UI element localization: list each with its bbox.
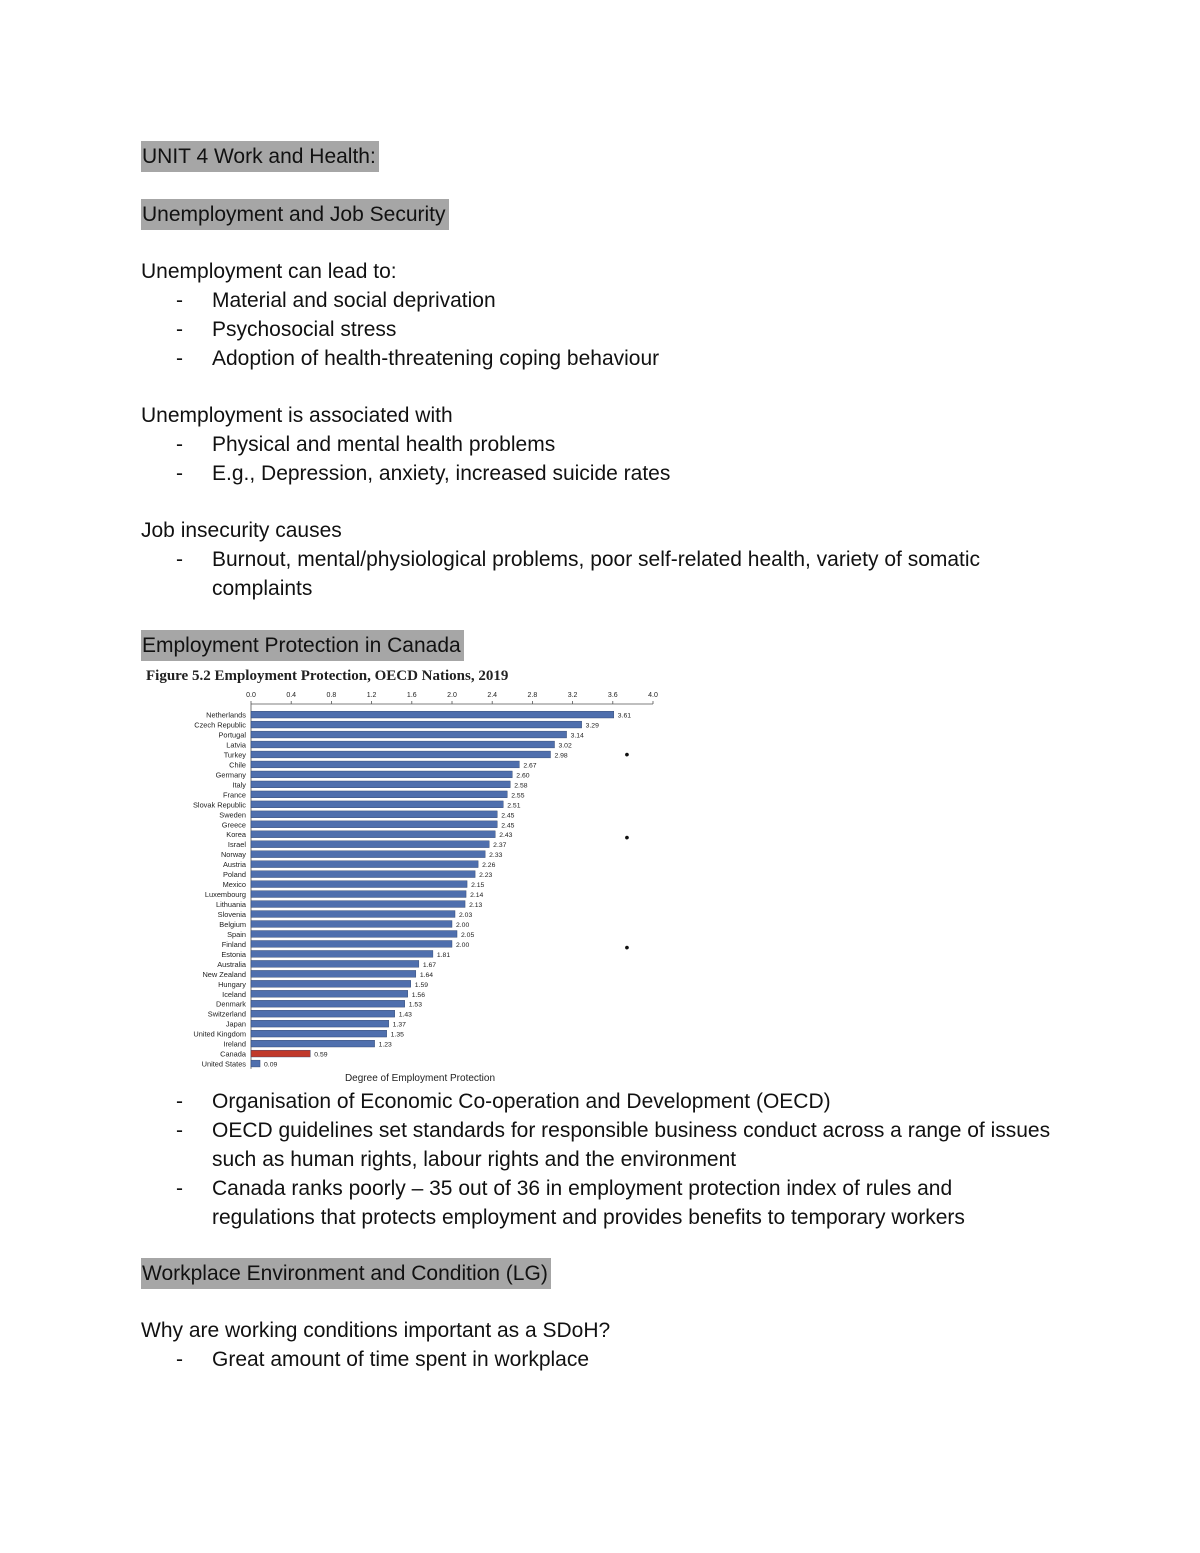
chart-category-label: Italy (232, 780, 246, 790)
chart-bar (251, 841, 489, 848)
chart-category-label: New Zealand (202, 969, 246, 979)
chart-category-label: United Kingdom (193, 1029, 246, 1039)
chart-value-label: 1.43 (398, 1011, 412, 1019)
chart-category-label: Czech Republic (194, 720, 246, 730)
chart-bar (251, 931, 457, 938)
chart-category-label: Latvia (226, 740, 246, 750)
chart-bar (251, 921, 452, 928)
list-item: - Canada ranks poorly – 35 out of 36 in employment protection index of rules and regulations that protects employment and provides benefits to temporary workers (176, 1174, 1056, 1232)
chart-category-label: Slovak Republic (193, 800, 246, 810)
list-item: - Great amount of time spent in workplace (176, 1345, 1076, 1374)
chart-tick-label: 3.6 (607, 692, 618, 699)
chart-category-label: Iceland (222, 989, 246, 999)
chart-category-label: Netherlands (206, 710, 246, 720)
chart-bar (251, 1030, 387, 1037)
section-heading-unemployment: Unemployment and Job Security (141, 199, 449, 230)
chart-value-label: 2.58 (514, 782, 528, 790)
chart-bar (251, 721, 582, 728)
dash-marker: - (176, 1348, 183, 1371)
chart-bullet-marks (625, 746, 630, 955)
dash-marker: - (176, 347, 183, 370)
chart-tick-label: 4.0 (648, 692, 658, 699)
chart-category-label: Slovenia (217, 910, 246, 919)
chart-category-label: Germany (215, 770, 246, 780)
chart-bar (251, 1020, 389, 1027)
chart-tick-label: 1.2 (366, 692, 377, 699)
chart-bar (251, 751, 550, 758)
chart-value-label: 2.45 (501, 822, 515, 830)
chart-value-label: 0.09 (264, 1061, 278, 1069)
chart-bar (251, 791, 507, 798)
list-item: - Physical and mental health problems (176, 430, 1076, 459)
chart-value-label: 1.37 (392, 1021, 406, 1029)
chart-value-label: 0.59 (314, 1051, 328, 1059)
list-item: - Burnout, mental/physiological problems, poor self-related health, variety of somatic complaints (176, 545, 1036, 603)
chart-category-label: Denmark (216, 999, 246, 1009)
chart-category-label: Norway (220, 850, 246, 860)
chart-value-label: 1.81 (436, 951, 451, 959)
chart-category-label: Belgium (219, 919, 246, 929)
chart-tick-label: 0.8 (326, 692, 337, 699)
chart-category-label: Japan (225, 1019, 246, 1029)
chart-bar (251, 781, 510, 788)
chart-category-label: Greece (221, 820, 246, 830)
chart-bar (251, 950, 433, 957)
chart-bar (251, 831, 495, 838)
chart-category-label: Spain (227, 929, 246, 939)
chart-value-label: 2.67 (523, 762, 537, 770)
chart-value-label: 3.61 (617, 712, 632, 720)
chart-bar (251, 801, 503, 808)
chart-category-label: Australia (217, 959, 246, 969)
chart-category-label: Portugal (218, 730, 246, 740)
chart-bar (251, 901, 465, 908)
bullet-mark: • (624, 939, 630, 955)
bullet-mark: • (624, 829, 630, 845)
chart-category-labels (193, 711, 247, 1069)
list-item: - Psychosocial stress (176, 315, 1076, 344)
chart-value-label: 2.13 (469, 902, 483, 910)
chart-category-label: Finland (221, 939, 246, 949)
chart-category-label: Estonia (221, 949, 246, 959)
chart-value-label: 2.98 (554, 752, 568, 760)
list-item: - E.g., Depression, anxiety, increased suicide rates (176, 459, 1076, 488)
chart-value-label: 1.53 (408, 1001, 422, 1009)
chart-value-label: 2.00 (456, 941, 470, 949)
section-heading-protection: Employment Protection in Canada (141, 630, 464, 661)
chart-bar (251, 980, 411, 987)
unit-title: UNIT 4 Work and Health: (141, 141, 379, 172)
chart-tick-label: 0.4 (286, 692, 297, 699)
chart-category-label: Austria (222, 860, 246, 870)
chart-value-label: 1.67 (422, 961, 437, 969)
workplace-intro: Why are working conditions important as a SDoH? (141, 1319, 611, 1342)
list-item: - OECD guidelines set standards for responsible business conduct across a range of issues such as human rights, labour rights and the environment (176, 1116, 1056, 1174)
dash-marker: - (176, 462, 183, 485)
lead-to-intro: Unemployment can lead to: (141, 260, 397, 283)
section-heading-workplace: Workplace Environment and Condition (LG) (141, 1258, 551, 1289)
chart-bar (251, 990, 408, 997)
chart-category-label: Korea (226, 830, 246, 840)
list-item: - Material and social deprivation (176, 286, 1076, 315)
chart-category-label: Ireland (223, 1039, 246, 1049)
chart-x-axis-label: Degree of Employment Protection (344, 1073, 496, 1084)
chart-category-label: Poland (222, 870, 246, 880)
chart-bar (251, 731, 567, 738)
dash-marker: - (176, 289, 183, 312)
chart-value-label: 1.35 (390, 1031, 404, 1039)
chart-bar (251, 821, 497, 828)
chart-category-label: Sweden (219, 810, 246, 820)
chart-bar (251, 811, 497, 818)
chart-category-label: United States (201, 1059, 246, 1069)
chart-category-label: Switzerland (207, 1009, 246, 1019)
chart-value-label: 2.33 (489, 852, 503, 860)
chart-value-label: 1.23 (378, 1041, 392, 1049)
chart-value-label: 2.14 (470, 892, 484, 900)
chart-bar (251, 970, 416, 977)
chart-category-label: Turkey (223, 750, 246, 760)
chart-bar (251, 1040, 375, 1047)
dash-marker: - (176, 1177, 183, 1200)
assoc-intro: Unemployment is associated with (141, 404, 453, 427)
chart-bar (251, 1010, 395, 1017)
insecurity-intro: Job insecurity causes (141, 519, 342, 542)
chart-value-label: 2.26 (482, 862, 496, 870)
chart-value-label: 1.64 (419, 971, 434, 979)
chart-value-label: 3.29 (585, 722, 599, 730)
chart-value-label: 2.60 (516, 772, 530, 780)
chart-value-label: 2.15 (471, 882, 485, 890)
chart-bars (251, 711, 614, 1067)
chart-bar (251, 891, 466, 898)
chart-value-label: 2.45 (501, 812, 515, 820)
chart-value-label: 1.56 (411, 991, 426, 999)
chart-bar (251, 771, 512, 778)
chart-value-label: 2.00 (456, 921, 470, 929)
chart-bar (251, 881, 467, 888)
chart-value-label: 3.14 (570, 732, 584, 740)
list-item: - Organisation of Economic Co-operation and Development (OECD) (176, 1087, 1076, 1116)
chart-tick-label: 3.2 (567, 692, 578, 699)
chart-bar (251, 1060, 260, 1067)
chart-bar (251, 911, 455, 918)
dash-marker: - (176, 433, 183, 456)
bullet-mark: • (624, 746, 630, 762)
chart-bar (251, 960, 419, 967)
chart-category-label: Lithuania (216, 900, 246, 910)
list-item: - Adoption of health-threatening coping behaviour (176, 344, 1076, 373)
chart-title: Figure 5.2 Employment Protection, OECD Nations, 2019 (146, 668, 509, 684)
chart-category-label: France (222, 790, 246, 800)
chart-tick-label: 2.8 (527, 692, 538, 699)
chart-category-label: Chile (229, 760, 246, 770)
dash-marker: - (176, 548, 183, 571)
chart-value-label: 2.51 (507, 802, 521, 810)
chart-value-label: 2.23 (479, 872, 493, 880)
chart-value-label: 2.55 (511, 792, 525, 800)
chart-tick-label: 2.4 (487, 692, 498, 699)
chart-value-label: 2.43 (499, 832, 513, 840)
employment-protection-chart (140, 660, 680, 1085)
dash-marker: - (176, 1090, 183, 1113)
chart-bar (251, 1050, 310, 1057)
chart-category-label: Israel (227, 840, 246, 850)
chart-bar (251, 861, 478, 868)
chart-bar (251, 761, 519, 768)
chart-category-label: Hungary (218, 979, 246, 989)
chart-tick-label: 1.6 (406, 692, 417, 699)
chart-bar (251, 941, 452, 948)
chart-bar (251, 711, 614, 718)
chart-bar (251, 851, 485, 858)
chart-tick-label: 0.0 (246, 692, 256, 699)
chart-tick-label: 2.0 (447, 692, 457, 699)
chart-bar (251, 1000, 405, 1007)
chart-category-label: Canada (220, 1049, 246, 1059)
chart-value-label: 1.59 (414, 981, 429, 989)
chart-value-label: 2.03 (459, 912, 473, 919)
dash-marker: - (176, 318, 183, 341)
chart-value-label: 2.05 (461, 931, 475, 939)
chart-bar (251, 741, 555, 748)
chart-bar (251, 871, 475, 878)
dash-marker: - (176, 1119, 183, 1142)
chart-value-label: 2.37 (493, 842, 507, 850)
chart-category-label: Luxembourg (204, 890, 246, 900)
chart-value-label: 3.02 (558, 742, 572, 750)
chart-category-label: Mexico (222, 880, 246, 890)
